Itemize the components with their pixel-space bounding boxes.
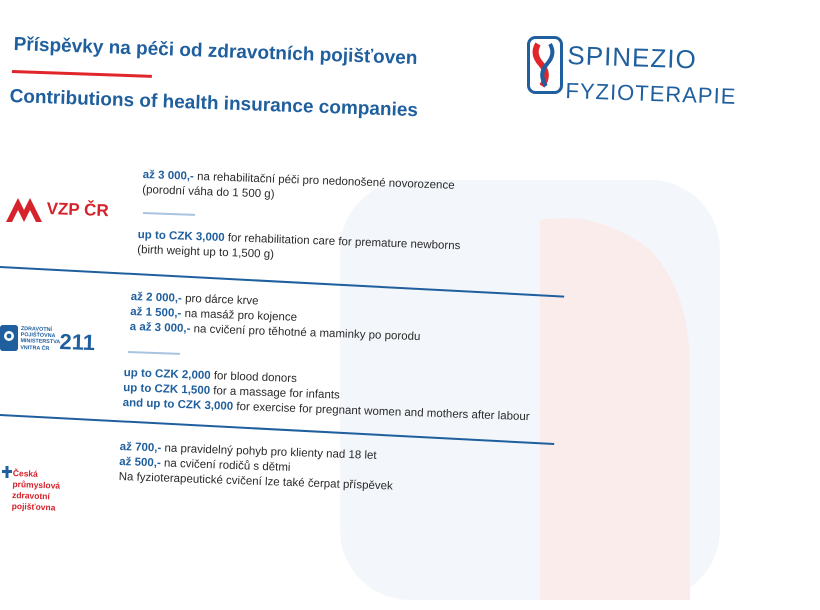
section-subdivider	[128, 351, 180, 355]
list-item: až 3 000,- na rehabilitační péči pro nedonošené novorozence	[142, 168, 455, 192]
list-item: (porodní váha do 1 500 g)	[142, 183, 275, 201]
cpzp-cz-block	[118, 440, 394, 495]
cpzp-logo-icon	[2, 466, 12, 478]
brand-name: SPINEZIO	[566, 40, 698, 75]
vzp-logo-label: VZP ČR	[46, 199, 110, 221]
zpmv-logo-icon	[0, 325, 18, 351]
zpmv-cz-block	[129, 290, 421, 345]
list-item: and up to CZK 3,000 for exercise for pregnant women and mothers after labour	[122, 396, 530, 424]
title-divider	[12, 70, 152, 78]
cpzp-logo-label: Česká průmyslová zdravotní pojišťovna	[11, 468, 61, 513]
list-item: up to CZK 3,000 for rehabilitation care for premature newborns	[137, 228, 461, 253]
section-subdivider	[143, 212, 195, 216]
list-item: až 500,- na cvičení rodičů s dětmi	[119, 455, 291, 474]
list-item: Na fyzioterapeutické cvičení lze také čerpat příspěvek	[118, 470, 393, 493]
page-title-cz: Příspěvky na péči od zdravotních pojišťoven	[13, 34, 418, 70]
list-item: up to CZK 1,500 for a massage for infants	[123, 381, 340, 402]
zpmv-logo-number: 211	[59, 329, 96, 356]
spinezio-logo-icon	[527, 36, 563, 94]
zpmv-logo-label: ZDRAVOTNÍ POJIŠŤOVNA MINISTERSTVA VNITRA ČR	[20, 326, 61, 352]
list-item: až 2 000,- pro dárce krve	[130, 290, 259, 308]
page-title-en: Contributions of health insurance companies	[9, 86, 419, 122]
vzp-logo-icon	[4, 192, 44, 226]
list-item: (birth weight up to 1,500 g)	[137, 243, 275, 261]
list-item: up to CZK 2,000 for blood donors	[123, 366, 298, 386]
list-item: až 700,- na pravidelný pohyb pro klienty nad 18 let	[119, 440, 377, 462]
list-item: až 1 500,- na masáž pro kojence	[130, 305, 298, 324]
list-item: a až 3 000,- na cvičení pro těhotné a maminky po porodu	[129, 320, 421, 344]
brand-subtitle: FYZIOTERAPIE	[565, 78, 737, 109]
